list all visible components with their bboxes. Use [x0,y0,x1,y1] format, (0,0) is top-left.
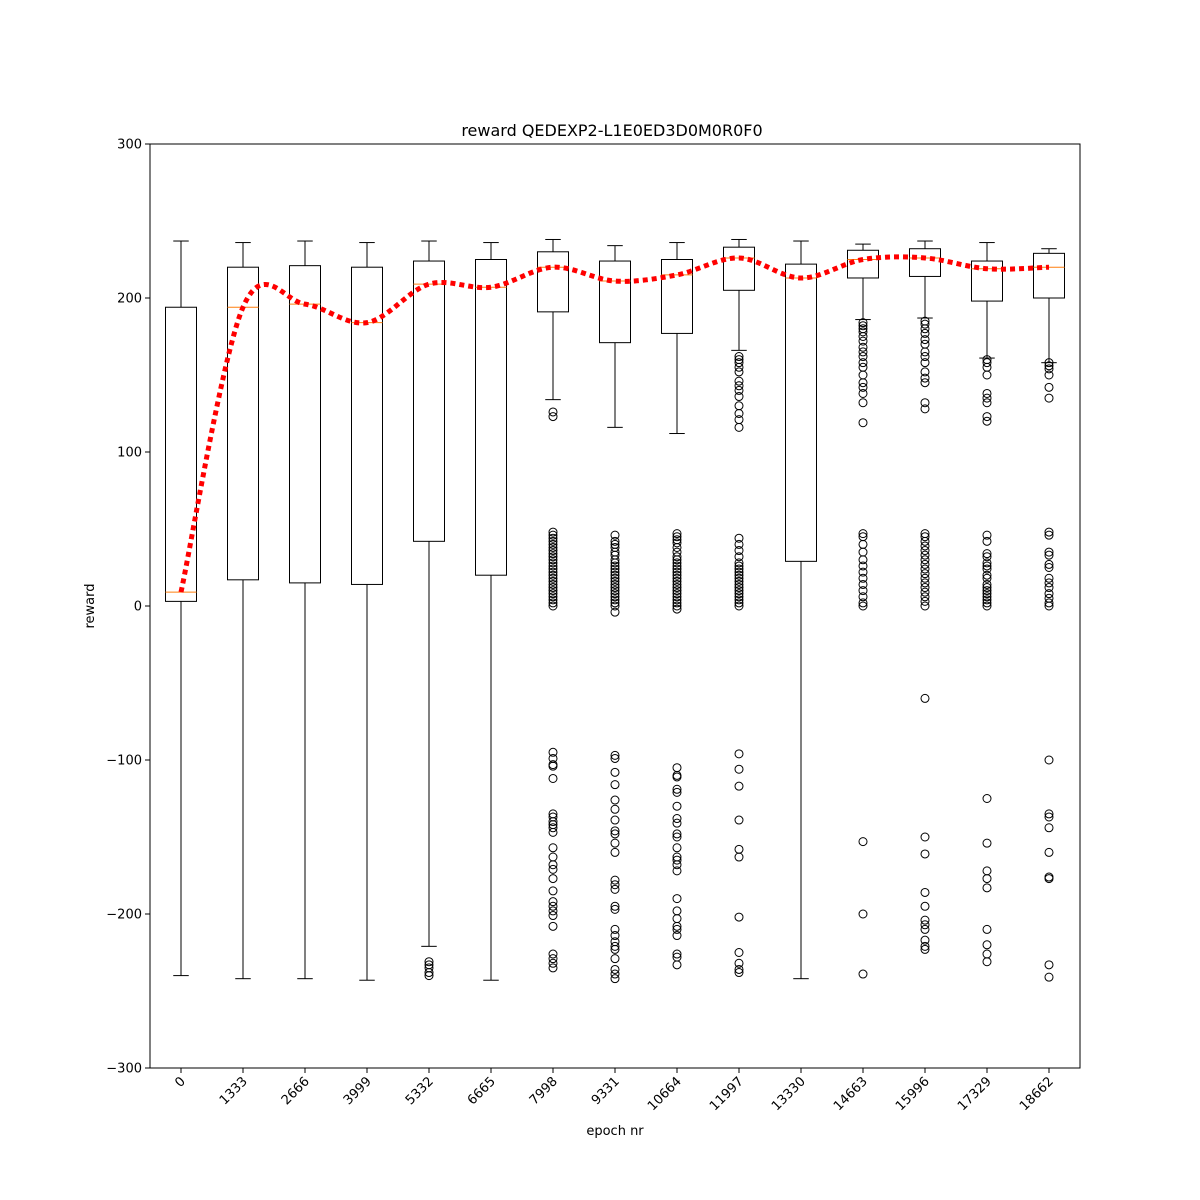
y-tick-label: −200 [106,907,142,923]
y-tick-label: 300 [117,137,142,153]
x-tick-label: 11997 [706,1074,747,1115]
y-tick-label: −300 [106,1061,142,1077]
x-tick-label: 15996 [892,1074,933,1115]
x-tick-label: 0 [172,1074,189,1091]
x-tick-label: 13330 [768,1074,809,1115]
x-tick-label: 18662 [1016,1074,1057,1115]
x-tick-label: 2666 [278,1074,313,1109]
x-tick-label: 10664 [644,1074,685,1115]
x-tick-label: 7998 [526,1074,561,1109]
x-tick-label: 9331 [588,1074,623,1109]
x-tick-label: 6665 [464,1074,499,1109]
x-tick-label: 5332 [402,1074,437,1109]
x-tick-label: 17329 [954,1074,995,1115]
x-tick-label: 3999 [340,1074,375,1109]
x-tick-label: 1333 [216,1074,251,1109]
y-tick-label: 100 [117,445,142,461]
chart-title: reward QEDEXP2-L1E0ED3D0M0R0F0 [461,121,763,140]
x-axis-label: epoch nr [586,1124,644,1139]
y-tick-label: 200 [117,291,142,307]
y-tick-label: 0 [133,599,142,615]
x-tick-label: 14663 [830,1074,871,1115]
y-axis-label: reward [83,583,98,629]
y-tick-label: −100 [106,753,142,769]
